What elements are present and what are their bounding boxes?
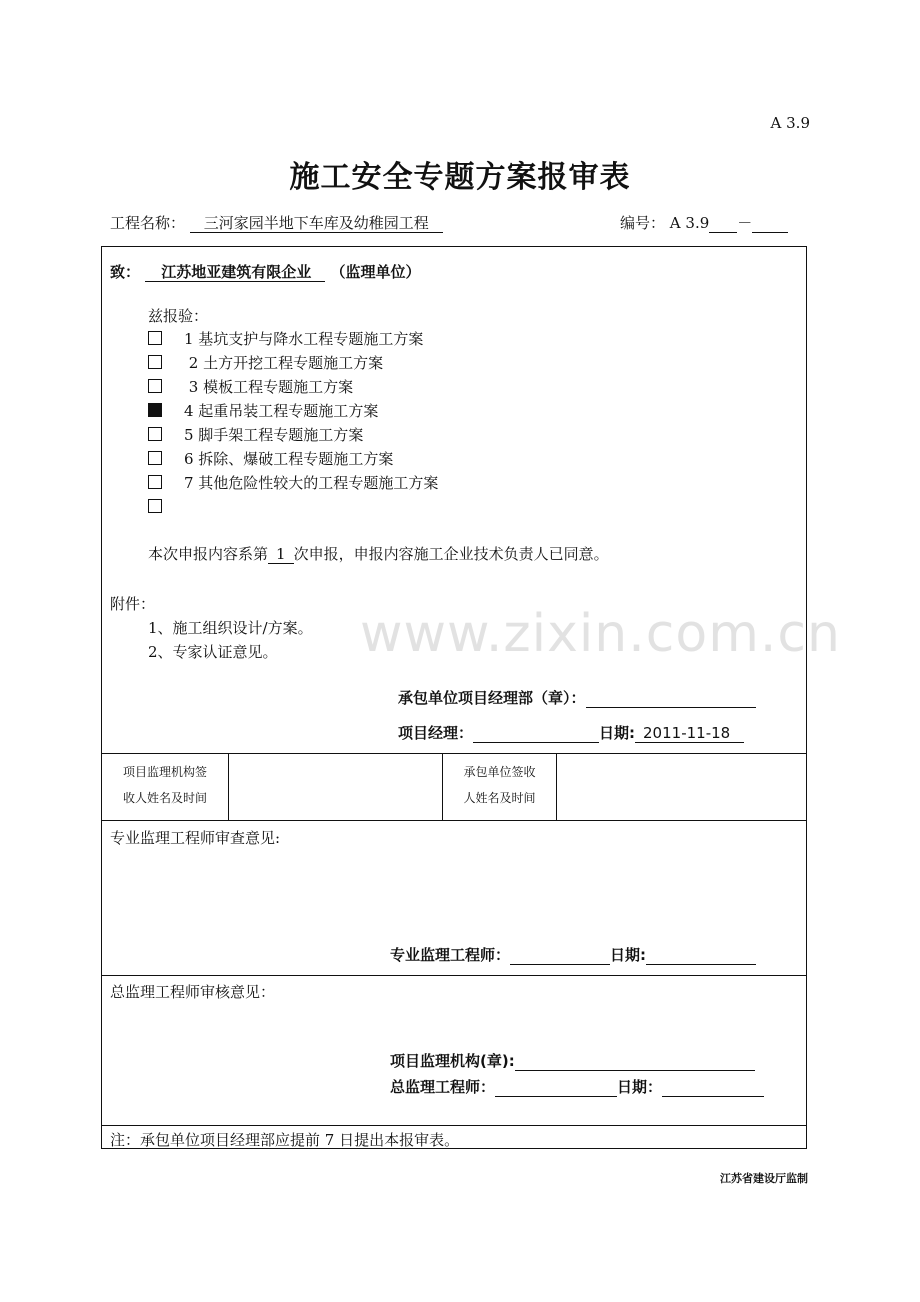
addressee-label: 致： [110, 263, 141, 281]
checklist-item-label: 3 模板工程专题施工方案 [184, 378, 354, 396]
contractor-dept-label: 承包单位项目经理部（章）： [398, 689, 586, 707]
addressee-value[interactable]: 江苏地亚建筑有限企业 [145, 263, 325, 282]
divider-line [102, 1125, 806, 1126]
declaration-post: 次申报，申报内容施工企业技术负责人已同意。 [293, 545, 609, 563]
review-engineer-field[interactable] [510, 946, 610, 965]
checklist-item [148, 447, 438, 471]
project-name-row [110, 212, 443, 233]
checklist-item-label: 7 其他危险性较大的工程专题施工方案 [184, 474, 439, 492]
form-number-field-2[interactable] [752, 214, 788, 233]
contractor-seal-field[interactable] [586, 689, 756, 708]
checklist-item [148, 399, 438, 423]
approval-org-label: 项目监理机构(章): [390, 1052, 515, 1070]
review-date-label: 日期: [610, 946, 647, 964]
declaration [148, 543, 609, 564]
checkbox[interactable] [148, 451, 162, 465]
project-name-label: 工程名称： [110, 214, 186, 232]
form-table [101, 246, 807, 1149]
contractor-receipt-label [443, 759, 556, 811]
form-number-row [620, 212, 788, 233]
review-title: 专业监理工程师审查意见: [110, 829, 281, 847]
watermark: www.zixin.com.cn [360, 604, 841, 664]
checklist-item [148, 375, 438, 399]
form-number-dash: － [737, 214, 753, 232]
contractor-date-label: 日期: [599, 724, 636, 742]
checkbox[interactable] [148, 427, 162, 441]
supervisor-receipt-label [102, 759, 228, 811]
supervisor-receipt-field[interactable] [229, 754, 441, 820]
checklist-item-label: 5 脚手架工程专题施工方案 [184, 426, 364, 444]
approval-sign-row [390, 1076, 764, 1097]
approval-org-row [390, 1050, 755, 1071]
checkbox-checked[interactable] [148, 403, 162, 417]
declaration-times[interactable]: 1 [268, 545, 294, 564]
review-sign-row [390, 944, 756, 965]
project-manager-label: 项目经理： [398, 724, 474, 742]
plan-checklist [148, 327, 438, 519]
checklist-item-label: 2 土方开挖工程专题施工方案 [184, 354, 384, 372]
form-number-label: 编号： [620, 214, 666, 232]
contractor-dept-row [398, 687, 756, 708]
checklist-item-label: 6 拆除、爆破工程专题施工方案 [184, 450, 394, 468]
checklist-item [148, 351, 438, 375]
contractor-date-value[interactable]: 2011-11-18 [635, 724, 744, 743]
supervisor-receipt-label-line: 收人姓名及时间 [122, 791, 207, 805]
declaration-pre: 本次申报内容系第 [148, 545, 269, 563]
attachment-item: 1、施工组织设计/方案。 [148, 619, 313, 637]
checkbox[interactable] [148, 475, 162, 489]
approval-date-field[interactable] [662, 1078, 764, 1097]
checklist-item [148, 495, 438, 519]
checklist-item [148, 327, 438, 351]
checkbox[interactable] [148, 379, 162, 393]
contractor-receipt-label-line: 承包单位签收 [463, 765, 536, 779]
checklist-item [148, 423, 438, 447]
project-manager-field[interactable] [473, 724, 599, 743]
project-manager-row [398, 722, 744, 743]
review-date-field[interactable] [646, 946, 756, 965]
note: 注：承包单位项目经理部应提前 7 日提出本报审表。 [110, 1131, 460, 1149]
form-number-prefix: A 3.9 [669, 214, 710, 232]
form-number-field-1[interactable] [709, 214, 737, 233]
page-title: 施工安全专题方案报审表 [289, 160, 631, 195]
approval-date-label: 日期： [617, 1078, 663, 1096]
divider-line [102, 975, 806, 976]
checklist-item-label: 4 起重吊装工程专题施工方案 [184, 402, 379, 420]
checkbox[interactable] [148, 331, 162, 345]
form-code: A 3.9 [770, 114, 810, 132]
addressee-row [110, 261, 421, 282]
review-engineer-label: 专业监理工程师： [390, 946, 511, 964]
checkbox[interactable] [148, 499, 162, 513]
addressee-suffix: （监理单位） [330, 263, 421, 281]
approval-org-field[interactable] [515, 1052, 755, 1071]
chief-engineer-field[interactable] [495, 1078, 617, 1097]
checklist-item [148, 471, 438, 495]
intro-text: 兹报验： [148, 307, 209, 325]
project-name-value[interactable]: 三河家园半地下车库及幼稚园工程 [190, 214, 443, 233]
chief-engineer-label: 总监理工程师： [390, 1078, 496, 1096]
approval-title: 总监理工程师审核意见： [110, 983, 276, 1001]
supervisor-receipt-label-line: 项目监理机构签 [122, 765, 207, 779]
checkbox[interactable] [148, 355, 162, 369]
contractor-receipt-field[interactable] [557, 754, 806, 820]
divider-line [102, 820, 806, 821]
issuer-footer: 江苏省建设厅监制 [720, 1172, 808, 1185]
attachments-label: 附件： [110, 595, 156, 613]
checklist-item-label: 1 基坑支护与降水工程专题施工方案 [184, 330, 424, 348]
attachment-item: 2、专家认证意见。 [148, 643, 278, 661]
contractor-receipt-label-line: 人姓名及时间 [463, 791, 536, 805]
